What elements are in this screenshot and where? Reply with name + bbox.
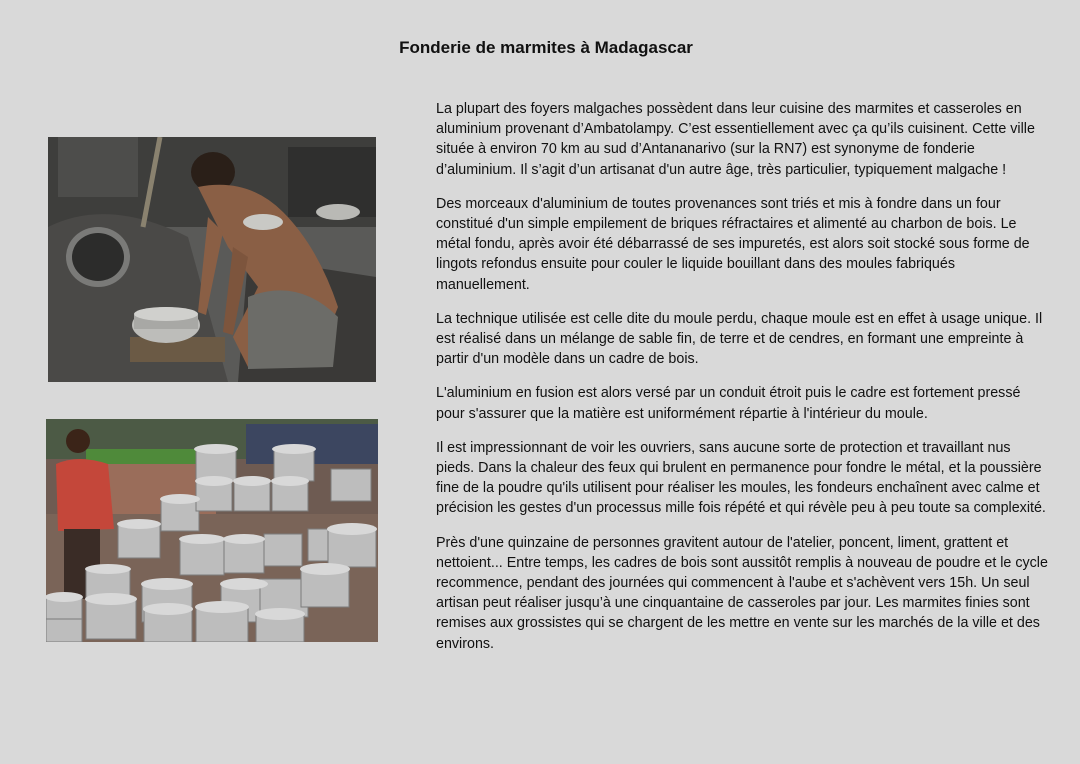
foundry-worker-photo: [48, 137, 376, 382]
paragraph-2: Des morceaux d'aluminium de toutes provenances sont triés et mis à fondre dans un four constitué d'un simple empilement de briques réfractaires et alimenté au charbon de bois. Le métal fondu, après avoir été débarrassé de ses impuretés, est alors soit stocké sous forme de lingots refondus ensuite pour couler le liquide bouillant dans des moules fabriqués manuellement.: [436, 195, 1030, 293]
paragraph-6: Près d'une quinzaine de personnes gravitent autour de l'atelier, poncent, liment, grattent et nettoient... Entre temps, les cadres de bois sont aussitôt remplis à nouveau de poudre et le cycle recommence, pendant des journées qui commencent à l'aube et s'achèvent vers 15h. Un seul artisan peut réaliser jusqu’à une cinquantaine de casseroles par jour. Les marmites finies sont remises aux grossistes qui se chargent de les mettre en vente sur les marchés de la ville et des environs.: [436, 534, 1048, 652]
pots-stack-photo: [46, 419, 378, 642]
page-title: Fonderie de marmites à Madagascar: [399, 38, 693, 57]
paragraph-5: Il est impressionnant de voir les ouvriers, sans aucune sorte de protection et travaillant nus pieds. Dans la chaleur des feux qui brulent en permanence pour fondre le métal, et la poussière fine de la poudre qu'ils utilisent pour réaliser les moules, les fondeurs enchaînent avec calme et précision les gestes d'un processus mille fois répété et qui révèle peu à peu toute sa complexité.: [436, 439, 1046, 517]
paragraph-3: La technique utilisée est celle dite du moule perdu, chaque moule est en effet à usage unique. Il est réalisé dans un mélange de sable fin, de terre et de cendres, en formant une empreinte à partir d'un modèle dans un cadre de bois.: [436, 310, 1043, 368]
article-body: [436, 99, 1048, 668]
paragraph-4: L'aluminium en fusion est alors versé par un conduit étroit puis le cadre est fortement pressé pour s'assurer que la matière est uniformément répartie à l'intérieur du moule.: [436, 385, 1021, 422]
paragraph-1: La plupart des foyers malgaches possèdent dans leur cuisine des marmites et casseroles en aluminium provenant d’Ambatolampy. C’est essentiellement avec ça qu’ils cuisinent. Cette ville située à environ 70 km au sud d’Antananarivo (sur la RN7) est synonyme de fonderie d’aluminium. Il s’agit d’un artisanat d'un autre âge, très particulier, typiquement malgache !: [436, 101, 1035, 178]
